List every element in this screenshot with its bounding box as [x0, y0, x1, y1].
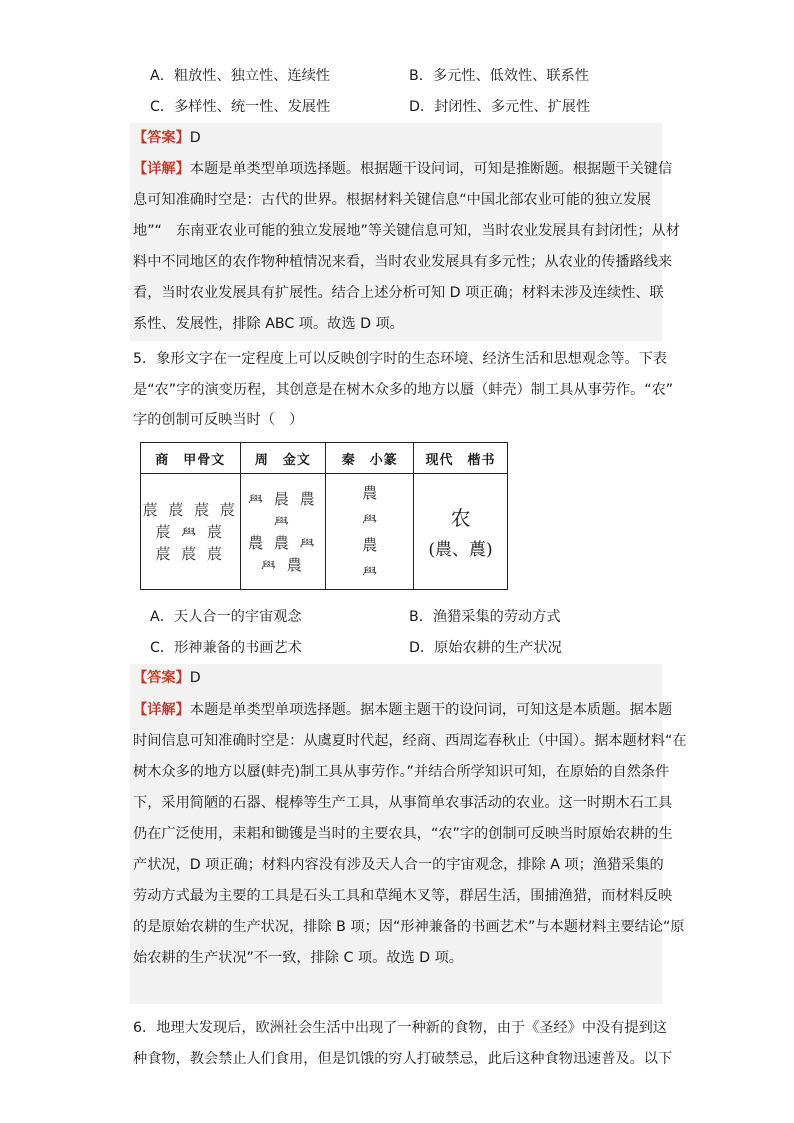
q6-stem-line: 种食物，教会禁止人们食用，但是饥饿的穷人打破禁忌，此后这种食物迅速普及。以下 [133, 1051, 673, 1067]
glyph-row: 莀 莀 莀 莀 [142, 500, 238, 519]
q4-detail-line: 看，当时农业发展具有扩展性。结合上述分析可知 D 项正确；材料未涉及连续性、联 [133, 285, 664, 301]
glyph-row: 莀 𦥯 莀 [155, 522, 226, 541]
q5-detail-line: 的是原始农耕的生产状况，排除 B 项；因“形神兼备的书画艺术”与本题材料主要结论“原 [133, 919, 685, 935]
q5-detail-line: 始农耕的生产状况”不一致，排除 C 项。故选 D 项。 [133, 950, 463, 966]
q4-option-d: D．封闭性、多元性、扩展性 [409, 99, 591, 115]
q5-option-d: D．原始农耕的生产状况 [409, 640, 562, 656]
q4-answer [133, 128, 201, 148]
q4-detail-line: 息可知准确时空是：古代的世界。根据材料关键信息“中国北部农业可能的独立发展 [133, 192, 652, 208]
glyph-row: 農 [362, 483, 378, 502]
detail-text: 本题是单类型单项选择题。据本题主题干的设问词，可知这是本质题。据本题 [189, 702, 673, 718]
q5-detail-line: 树木众多的地方以蜃(蚌壳)制工具从事劳作。”并结合所学知识可知，在原始的自然条件 [133, 764, 670, 780]
q6-stem-line: 6．地理大发现后，欧洲社会生活中出现了一种新的食物，由于《圣经》中没有提到这 [133, 1020, 667, 1036]
q5-stem-line: 5．象形文字在一定程度上可以反映创字时的生态环境、经济生活和思想观念等。下表 [133, 351, 667, 367]
q5-detail-line: 产状况，D 项正确；材料内容没有涉及天人合一的宇宙观念，排除 A 项；渔猎采集的 [133, 857, 664, 873]
q5-option-b: B．渔猎采集的劳动方式 [409, 609, 561, 625]
shang-glyphs [141, 474, 241, 590]
modern-glyphs [414, 474, 508, 590]
q4-option-c: C．多样性、统一性、发展性 [150, 99, 331, 115]
q5-detail-line: 劳动方式最为主要的工具是石头工具和草绳木叉等，群居生活，围捕渔猎，而材料反映 [133, 888, 673, 904]
answer-label: 【答案】 [133, 670, 190, 686]
header-qin: 秦 小篆 [326, 443, 414, 474]
character-evolution-table [140, 442, 508, 590]
answer-label: 【答案】 [133, 130, 190, 146]
glyph-row: 農 [362, 535, 378, 554]
q4-option-b: B．多元性、低效性、联系性 [409, 68, 589, 84]
glyph-row: 莀 莀 莀 [155, 544, 226, 563]
q5-answer [133, 668, 201, 688]
header-modern: 现代 楷书 [414, 443, 508, 474]
q4-detail-line [133, 159, 672, 179]
q5-option-c: C．形神兼备的书画艺术 [150, 640, 302, 656]
header-zhou: 周 金文 [240, 443, 326, 474]
qin-glyphs [326, 474, 414, 590]
glyph-row: 農 農 𦥯 [248, 533, 318, 552]
q4-option-a: A．粗放性、独立性、连续性 [150, 68, 330, 84]
q5-detail-line [133, 700, 672, 720]
q5-stem-line: 是“农”字的演变历程，其创意是在树木众多的地方以蜃（蚌壳）制工具从事劳作。“农” [133, 382, 674, 398]
q4-detail-line: 地”“ 东南亚农业可能的独立发展地”等关键信息可知，当时农业发展具有封闭性；从材 [133, 223, 680, 239]
answer-value: D [189, 670, 201, 686]
q5-detail-line: 仍在广泛使用，耒耜和锄镬是当时的主要农具，“农”字的创制可反映当时原始农耕的生 [133, 826, 673, 842]
zhou-glyphs [240, 474, 326, 590]
glyph-row: 𦥯 晨 農 𦥯 [248, 489, 318, 530]
detail-label: 【详解】 [133, 702, 190, 718]
glyph-row: 𦥯 農 [261, 555, 305, 574]
q5-detail-line: 时间信息可知准确时空是：从虞夏时代起，经商、西周迄春秋止（中国）。据本题材料“在 [133, 733, 687, 749]
answer-value: D [189, 130, 201, 146]
detail-label: 【详解】 [133, 161, 190, 177]
header-shang: 商 甲骨文 [141, 443, 241, 474]
q5-stem-line: 字的创制可反映当时（ ） [133, 412, 304, 428]
q5-option-a: A．天人合一的宇宙观念 [150, 609, 302, 625]
q5-detail-line: 下，采用简陋的石器、棍棒等生产工具，从事简单农事活动的农业。这一时期木石工具 [133, 795, 673, 811]
detail-text: 本题是单类型单项选择题。根据题干设问词，可知是推断题。根据题干关键信 [189, 161, 673, 177]
glyph-row: 𦥯 [362, 561, 378, 580]
glyph-row: 𦥯 [362, 509, 378, 528]
modern-variants: (農、蕽) [428, 539, 493, 560]
modern-char: 农 [450, 505, 471, 530]
q4-detail-line: 系性、发展性，排除 ABC 项。故选 D 项。 [133, 316, 404, 332]
q4-detail-line: 料中不同地区的农作物种植情况来看，当时农业发展具有多元性；从农业的传播路线来 [133, 254, 673, 270]
